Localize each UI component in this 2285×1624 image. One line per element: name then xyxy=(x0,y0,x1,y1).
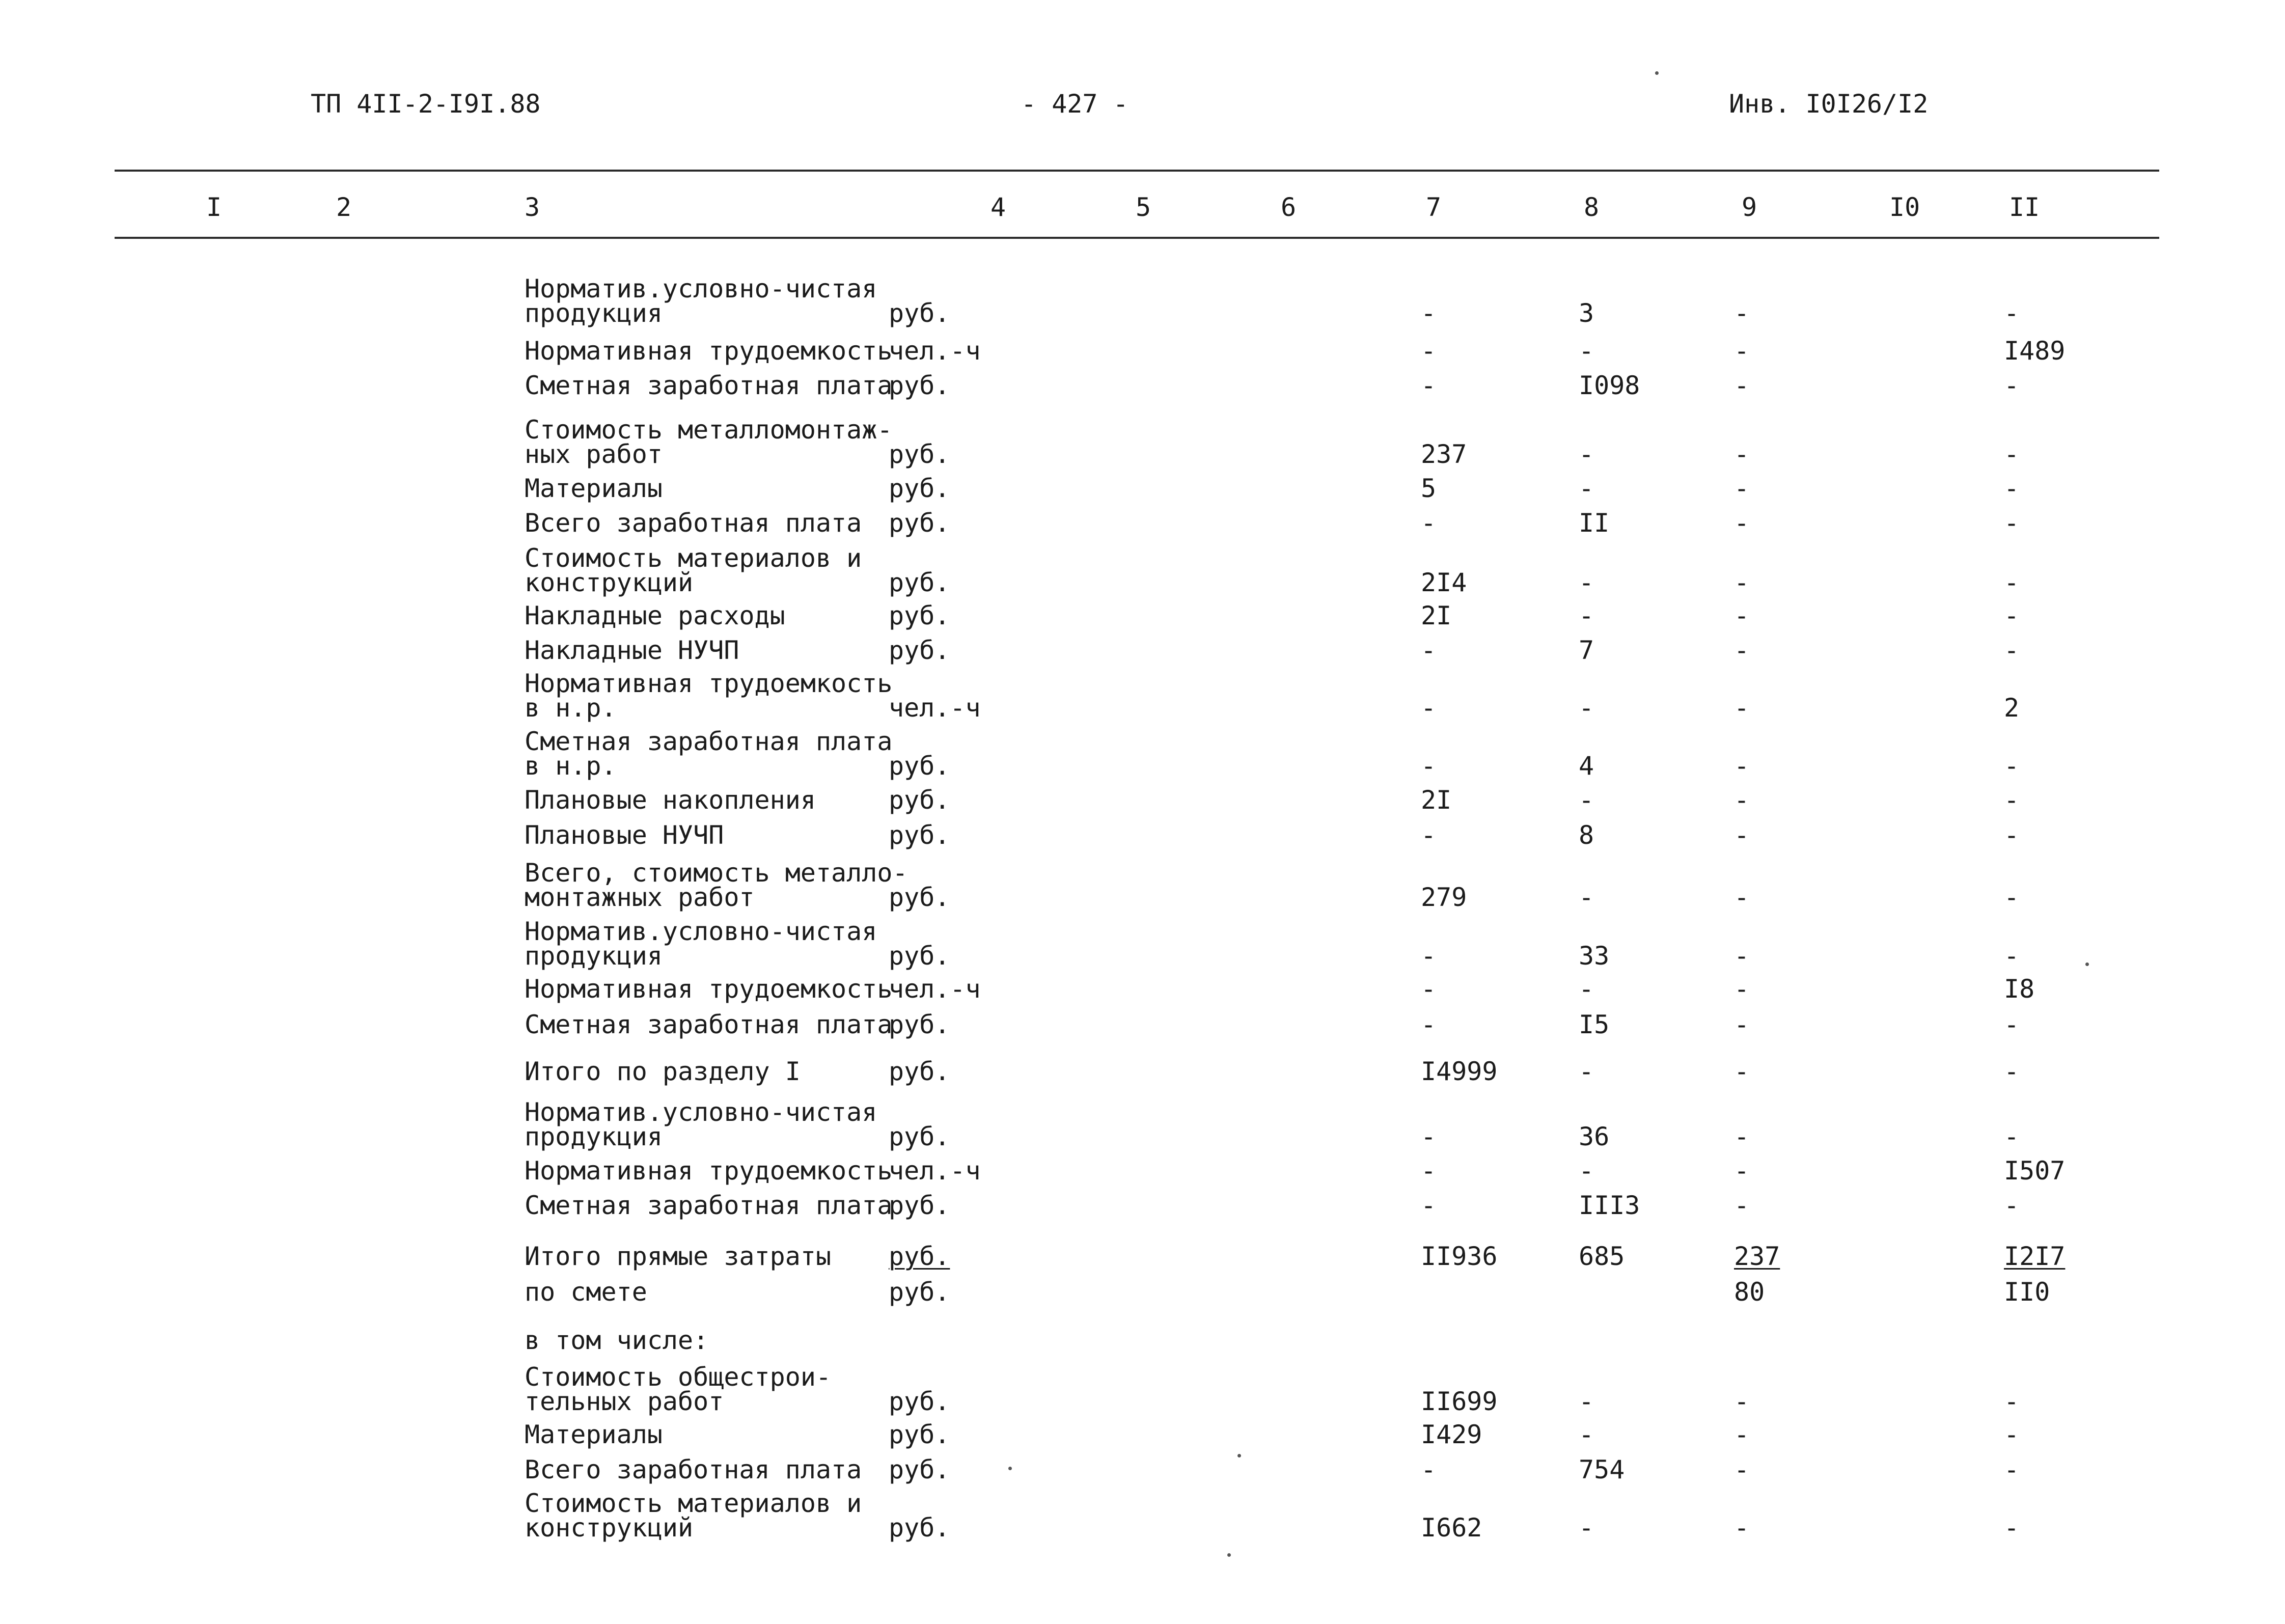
scan-speck xyxy=(1008,1467,1012,1470)
col9-value: - xyxy=(1734,941,1750,971)
column-number: I xyxy=(206,192,222,222)
col8-value: I5 xyxy=(1579,1010,1610,1039)
row-name: монтажных работ xyxy=(525,883,755,912)
column-number: 5 xyxy=(1136,192,1151,222)
unit-cell: руб. xyxy=(889,439,950,469)
column-number: II xyxy=(2009,192,2040,222)
row-name: Стоимость материалов и xyxy=(525,543,862,573)
row-name: Всего заработная плата xyxy=(525,508,862,538)
unit-cell: руб. xyxy=(889,1420,950,1449)
unit-cell: чел.-ч xyxy=(889,336,981,366)
col9-value: - xyxy=(1734,1057,1750,1086)
col11-value: - xyxy=(2004,1387,2020,1416)
scan-speck xyxy=(1655,71,1659,75)
unit-cell: чел.-ч xyxy=(889,693,981,723)
col9-value: - xyxy=(1734,636,1750,665)
col11-value: I489 xyxy=(2004,336,2066,366)
row-name: Всего, стоимость металло- xyxy=(525,858,908,888)
row-name: Стоимость материалов и xyxy=(525,1489,862,1518)
col7-value: 2I xyxy=(1421,601,1452,630)
unit-cell: руб. xyxy=(889,751,950,781)
col8-value: - xyxy=(1579,974,1594,1004)
row-name: конструкций xyxy=(525,568,694,597)
col8-value: 685 xyxy=(1579,1242,1625,1271)
scan-speck xyxy=(1227,1553,1231,1557)
unit-cell: руб. xyxy=(889,1122,950,1151)
col11-value: - xyxy=(2004,1191,2020,1220)
col7-value: - xyxy=(1421,820,1437,850)
row-name: Сметная заработная плата xyxy=(525,727,893,756)
col7-value: I662 xyxy=(1421,1513,1482,1543)
col7-value: - xyxy=(1421,1455,1437,1484)
row-name: Норматив.условно-чистая xyxy=(525,917,877,946)
row-name: Стоимость общестрои- xyxy=(525,1362,832,1392)
col7-value: - xyxy=(1421,336,1437,366)
col8-value: - xyxy=(1579,883,1594,912)
col7-value: II699 xyxy=(1421,1387,1498,1416)
col11-value: - xyxy=(2004,1057,2020,1086)
scan-speck xyxy=(2085,962,2089,966)
column-number: 3 xyxy=(525,192,540,222)
row-name: Материалы xyxy=(525,1420,663,1449)
col9-value: - xyxy=(1734,568,1750,597)
column-number: 7 xyxy=(1426,192,1442,222)
col8-value: 33 xyxy=(1579,941,1610,971)
col7-value: - xyxy=(1421,1122,1437,1151)
col7-value: - xyxy=(1421,508,1437,538)
col11-value: - xyxy=(2004,636,2020,665)
col11-value: - xyxy=(2004,601,2020,630)
col11-value: - xyxy=(2004,1420,2020,1449)
row-name: продукция xyxy=(525,941,663,971)
col9-value: - xyxy=(1734,974,1750,1004)
row-name: по смете xyxy=(525,1277,647,1307)
col8-value: 3 xyxy=(1579,298,1594,328)
row-name: в н.р. xyxy=(525,751,617,781)
col8-value: - xyxy=(1579,693,1594,723)
col8-value: - xyxy=(1579,439,1594,469)
col9-value: - xyxy=(1734,336,1750,366)
col9-value: - xyxy=(1734,1122,1750,1151)
col11-value: - xyxy=(2004,508,2020,538)
row-name: Нормативная трудоемкость xyxy=(525,1156,893,1186)
scan-speck xyxy=(1237,1454,1241,1457)
col11-value: I507 xyxy=(2004,1156,2066,1186)
col7-value: - xyxy=(1421,941,1437,971)
col9-value: 237 xyxy=(1734,1242,1780,1271)
row-name: продукция xyxy=(525,1122,663,1151)
col11-value: - xyxy=(2004,820,2020,850)
col11-value: - xyxy=(2004,298,2020,328)
col7-value: - xyxy=(1421,636,1437,665)
col7-value: - xyxy=(1421,1010,1437,1039)
col8-value: - xyxy=(1579,1420,1594,1449)
col8-value: III3 xyxy=(1579,1191,1640,1220)
unit-cell: чел.-ч xyxy=(889,1156,981,1186)
col8-value: - xyxy=(1579,336,1594,366)
row-name: Итого прямые затраты xyxy=(525,1242,832,1271)
unit-cell: руб. xyxy=(889,1455,950,1484)
row-name: Стоимость металломонтаж- xyxy=(525,415,893,445)
col9-value: - xyxy=(1734,508,1750,538)
col11-value: - xyxy=(2004,371,2020,400)
column-number: 6 xyxy=(1281,192,1297,222)
col11-value: - xyxy=(2004,439,2020,469)
col11-value: - xyxy=(2004,474,2020,503)
unit-cell: руб. xyxy=(889,508,950,538)
col8-value: - xyxy=(1579,1057,1594,1086)
col8-value: 7 xyxy=(1579,636,1594,665)
row-name: Нормативная трудоемкость xyxy=(525,669,893,698)
col9-value: - xyxy=(1734,785,1750,815)
unit-cell: чел.-ч xyxy=(889,974,981,1004)
col8-value: - xyxy=(1579,474,1594,503)
unit-cell: руб. xyxy=(889,1387,950,1416)
column-number: 4 xyxy=(990,192,1006,222)
unit-cell: руб. xyxy=(889,883,950,912)
row-name: Плановые НУЧП xyxy=(525,820,724,850)
row-name: ных работ xyxy=(525,439,663,469)
row-name: Всего заработная плата xyxy=(525,1455,862,1484)
col11-value: 2 xyxy=(2004,693,2020,723)
unit-cell: руб. xyxy=(889,568,950,597)
unit-cell: руб. xyxy=(889,1191,950,1220)
col7-value: - xyxy=(1421,1191,1437,1220)
row-name: конструкций xyxy=(525,1513,694,1543)
col9-value: - xyxy=(1734,1455,1750,1484)
unit-cell: руб. xyxy=(889,1277,950,1307)
unit-cell: руб. xyxy=(889,1242,950,1271)
col11-value: - xyxy=(2004,751,2020,781)
col9-value: - xyxy=(1734,1387,1750,1416)
unit-cell: руб. xyxy=(889,1010,950,1039)
col9-value: - xyxy=(1734,883,1750,912)
row-name: Накладные НУЧП xyxy=(525,636,739,665)
col8-value: - xyxy=(1579,1387,1594,1416)
unit-cell: руб. xyxy=(889,785,950,815)
col11-value: - xyxy=(2004,1010,2020,1039)
document-code: ТП 4II-2-I9I.88 xyxy=(311,89,541,119)
col11-value: II0 xyxy=(2004,1277,2050,1307)
page-number: - 427 - xyxy=(1021,89,1128,119)
row-name: Итого по разделу I xyxy=(525,1057,801,1086)
column-number: 9 xyxy=(1742,192,1757,222)
column-number: I0 xyxy=(1889,192,1920,222)
col11-value: - xyxy=(2004,1122,2020,1151)
col7-value: I429 xyxy=(1421,1420,1482,1449)
column-number: 8 xyxy=(1584,192,1600,222)
col9-value: - xyxy=(1734,439,1750,469)
row-name: Норматив.условно-чистая xyxy=(525,274,877,304)
col8-value: - xyxy=(1579,568,1594,597)
col9-value: - xyxy=(1734,820,1750,850)
col7-value: 279 xyxy=(1421,883,1467,912)
unit-cell: руб. xyxy=(889,601,950,630)
row-name: в н.р. xyxy=(525,693,617,723)
col8-value: 36 xyxy=(1579,1122,1610,1151)
col9-value: - xyxy=(1734,371,1750,400)
col7-value: - xyxy=(1421,298,1437,328)
col7-value: 2I xyxy=(1421,785,1452,815)
row-name: Сметная заработная плата xyxy=(525,371,893,400)
row-name: Плановые накопления xyxy=(525,785,816,815)
row-name: Накладные расходы xyxy=(525,601,785,630)
col7-value: 5 xyxy=(1421,474,1437,503)
col9-value: - xyxy=(1734,1420,1750,1449)
col8-value: 754 xyxy=(1579,1455,1625,1484)
unit-cell: руб. xyxy=(889,298,950,328)
row-name: продукция xyxy=(525,298,663,328)
col8-value: 8 xyxy=(1579,820,1594,850)
unit-cell: руб. xyxy=(889,474,950,503)
row-name: в том числе: xyxy=(525,1326,709,1355)
col7-value: I4999 xyxy=(1421,1057,1498,1086)
col9-value: - xyxy=(1734,1191,1750,1220)
unit-cell: руб. xyxy=(889,820,950,850)
unit-cell: руб. xyxy=(889,1057,950,1086)
col11-value: - xyxy=(2004,883,2020,912)
col11-value: - xyxy=(2004,941,2020,971)
col11-value: I2I7 xyxy=(2004,1242,2066,1271)
col8-value: - xyxy=(1579,1513,1594,1543)
row-name: Сметная заработная плата xyxy=(525,1191,893,1220)
unit-cell: руб. xyxy=(889,941,950,971)
col8-value: I098 xyxy=(1579,371,1640,400)
inventory-number: Инв. I0I26/I2 xyxy=(1729,89,1929,119)
row-name: Норматив.условно-чистая xyxy=(525,1097,877,1127)
unit-cell: руб. xyxy=(889,371,950,400)
col11-value: - xyxy=(2004,1513,2020,1543)
row-name: Материалы xyxy=(525,474,663,503)
col9-value: - xyxy=(1734,693,1750,723)
col8-value: 4 xyxy=(1579,751,1594,781)
col7-value: - xyxy=(1421,751,1437,781)
row-name: тельных работ xyxy=(525,1387,724,1416)
col8-value: - xyxy=(1579,785,1594,815)
col7-value: - xyxy=(1421,1156,1437,1186)
row-name: Сметная заработная плата xyxy=(525,1010,893,1039)
unit-cell: руб. xyxy=(889,1513,950,1543)
col7-value: - xyxy=(1421,693,1437,723)
col9-value: - xyxy=(1734,601,1750,630)
unit-cell: руб. xyxy=(889,636,950,665)
col7-value: 237 xyxy=(1421,439,1467,469)
col11-value: - xyxy=(2004,785,2020,815)
col7-value: 2I4 xyxy=(1421,568,1467,597)
col11-value: - xyxy=(2004,1455,2020,1484)
col9-value: - xyxy=(1734,751,1750,781)
col9-value: - xyxy=(1734,1010,1750,1039)
col9-value: - xyxy=(1734,1156,1750,1186)
row-name: Нормативная трудоемкость xyxy=(525,974,893,1004)
col9-value: - xyxy=(1734,474,1750,503)
col9-value: - xyxy=(1734,1513,1750,1543)
row-name: Нормативная трудоемкость xyxy=(525,336,893,366)
column-number: 2 xyxy=(336,192,352,222)
col8-value: - xyxy=(1579,601,1594,630)
col8-value: - xyxy=(1579,1156,1594,1186)
col9-value: - xyxy=(1734,298,1750,328)
col7-value: - xyxy=(1421,371,1437,400)
col9-value: 80 xyxy=(1734,1277,1765,1307)
col7-value: II936 xyxy=(1421,1242,1498,1271)
col11-value: I8 xyxy=(2004,974,2035,1004)
col8-value: II xyxy=(1579,508,1610,538)
col7-value: - xyxy=(1421,974,1437,1004)
col11-value: - xyxy=(2004,568,2020,597)
